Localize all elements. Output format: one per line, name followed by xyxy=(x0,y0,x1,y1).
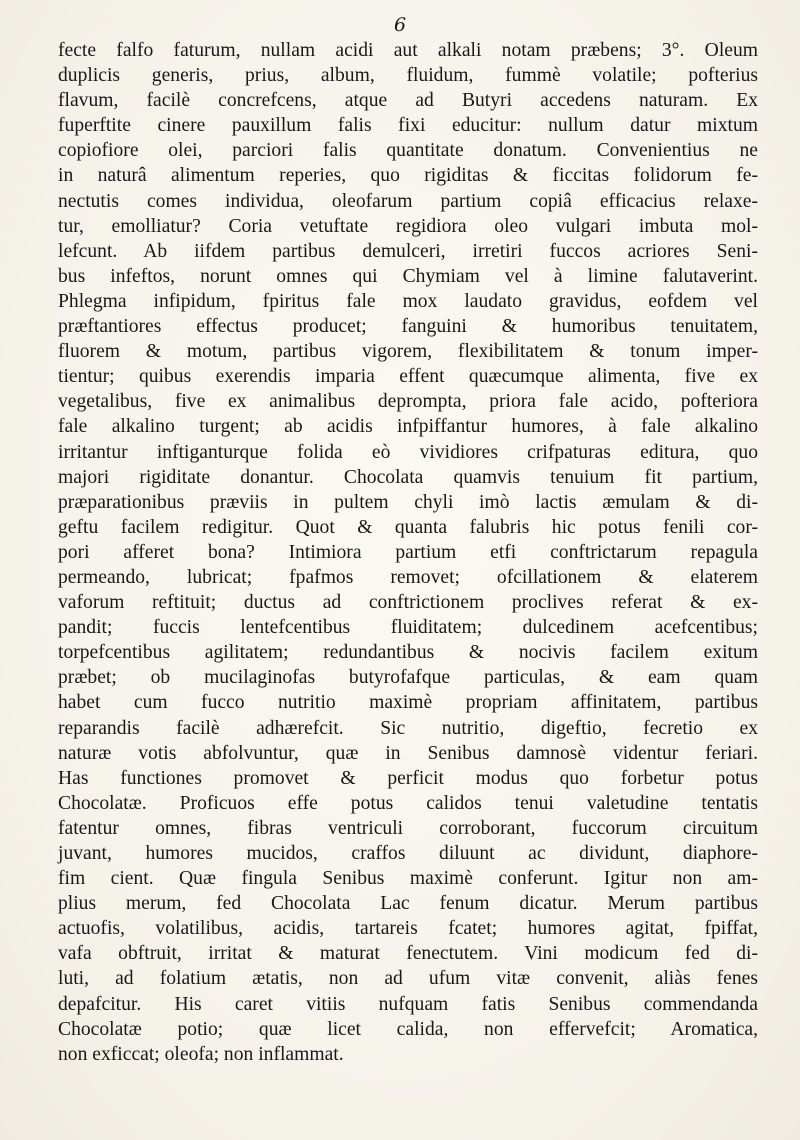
text-line: duplicis generis, prius, album, fluidum, fummè volatile; pofterius xyxy=(58,65,758,87)
text-line: bus infeftos, norunt omnes qui Chymiam vel à limine falutaverint. xyxy=(58,265,758,287)
text-line: Chocolatæ potio; quæ licet calida, non effervefcit; Aromatica, xyxy=(58,1018,758,1040)
text-line: in naturâ alimentum reperies, quo rigiditas & ficcitas folidorum fe- xyxy=(58,165,758,187)
text-line: plius merum, fed Chocolata Lac fenum dicatur. Merum partibus xyxy=(58,893,758,915)
text-line: actuofis, volatilibus, acidis, tartareis fcatet; humores agitat, fpiffat, xyxy=(58,918,758,940)
text-line: fecte falfo faturum, nullam acidi aut alkali notam præbens; 3°. Oleum xyxy=(58,40,758,61)
text-line: vegetalibus, five ex animalibus deprompta, priora fale acido, pofteriora xyxy=(58,391,758,413)
text-line: fuperftite cinere pauxillum falis fixi educitur: nullum datur mixtum xyxy=(58,115,758,137)
text-line: habet cum fucco nutritio maximè propriam affinitatem, partibus xyxy=(58,692,758,714)
text-line: juvant, humores mucidos, craffos diluunt ac dividunt, diaphore- xyxy=(58,843,758,864)
text-line: majori rigiditate donantur. Chocolata quamvis tenuium fit partium, xyxy=(58,466,758,488)
text-line: irritantur inftiganturque folida eò vividiores crifpaturas editura, quo xyxy=(58,441,758,463)
text-line: non exficcat; oleofa; non inflammat. xyxy=(58,1043,344,1065)
text-line: permeando, lubricat; fpafmos removet; ofcillationem & elaterem xyxy=(58,566,758,588)
text-line: præftantiores effectus producet; fanguini & humoribus tenuitatem, xyxy=(58,316,758,338)
text-line: fatentur omnes, fibras ventriculi corroborant, fuccorum circuitum xyxy=(58,817,758,839)
text-line: tur, emolliatur? Coria vetuftate regidiora oleo vulgari imbuta mol- xyxy=(58,215,758,237)
text-line: præparationibus præviis in pultem chyli imò lactis æmulam & di- xyxy=(58,491,758,513)
page-number: 6 xyxy=(393,14,407,36)
text-line: naturæ votis abfolvuntur, quæ in Senibus damnosè videntur feriari. xyxy=(58,742,758,764)
text-line: lefcunt. Ab iifdem partibus demulceri, irretiri fuccos acriores Seni- xyxy=(58,240,758,262)
body-text xyxy=(58,38,758,1067)
text-line: flavum, facilè concrefcens, atque ad Butyri accedens naturam. Ex xyxy=(58,90,758,112)
text-line: præbet; ob mucilaginofas butyrofafque particulas, & eam quam xyxy=(58,667,758,689)
text-line: pori afferet bona? Intimiora partium etfi conftrictarum repagula xyxy=(58,541,758,563)
text-line: geftu facilem redigitur. Quot & quanta falubris hic potus fenili cor- xyxy=(58,516,758,538)
text-line: depafcitur. His caret vitiis nufquam fatis Senibus commendanda xyxy=(58,993,758,1015)
text-line: nectutis comes individua, oleofarum partium copiâ efficacius relaxe- xyxy=(58,190,758,212)
text-line: reparandis facilè adhærefcit. Sic nutritio, digeftio, fecretio ex xyxy=(58,717,758,739)
text-line: pandit; fuccis lentefcentibus fluiditatem; dulcedinem acefcentibus; xyxy=(58,617,758,639)
text-line: tientur; quibus exerendis imparia effent quæcumque alimenta, five ex xyxy=(58,366,758,388)
text-line: torpefcentibus agilitatem; redundantibus & nocivis facilem exitum xyxy=(58,642,758,664)
text-line: vaforum reftituit; ductus ad conftrictionem proclives referat & ex- xyxy=(58,592,758,614)
text-line: Phlegma infipidum, fpiritus fale mox laudato gravidus, eofdem vel xyxy=(58,290,758,312)
text-line: fim cient. Quæ fingula Senibus maximè conferunt. Igitur non am- xyxy=(58,868,758,890)
text-line: fale alkalino turgent; ab acidis infpiffantur humores, à fale alkalino xyxy=(58,416,758,438)
text-line: fluorem & motum, partibus vigorem, flexibilitatem & tonum imper- xyxy=(58,341,758,363)
text-line: luti, ad folatium ætatis, non ad ufum vitæ convenit, aliàs fenes xyxy=(58,968,758,990)
text-line: vafa obftruit, irritat & maturat fenectutem. Vini modicum fed di- xyxy=(58,943,758,965)
text-line: Has functiones promovet & perficit modus quo forbetur potus xyxy=(58,767,758,789)
text-line: Chocolatæ. Proficuos effe potus calidos tenui valetudine tentatis xyxy=(58,792,758,814)
text-line: copiofiore olei, parciori falis quantitate donatum. Convenientius ne xyxy=(58,140,758,162)
